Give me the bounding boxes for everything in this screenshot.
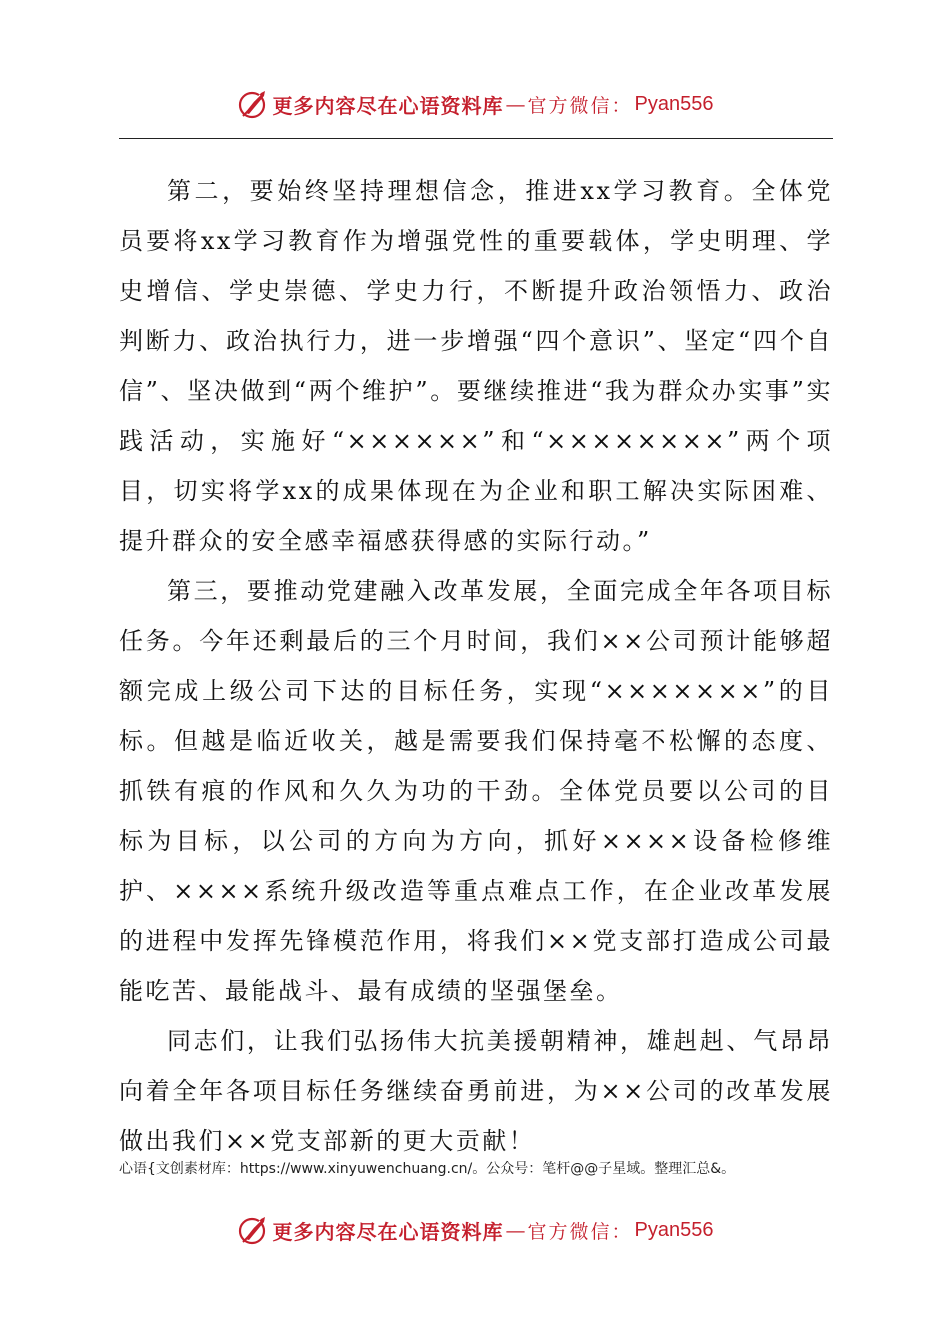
- source-attribution: 心语{文创素材库：https://www.xinyuwenchuang.cn/。公众号：笔杆@@子星域。整理汇总&。: [119, 1161, 736, 1177]
- footer-banner: [0, 1210, 950, 1250]
- document-body: [119, 166, 833, 1166]
- banner-sub-text: 官方微信：: [527, 1220, 633, 1243]
- banner-dash: —: [505, 92, 526, 116]
- banner-main-text: 更多内容尽在心语资料库: [272, 1219, 504, 1244]
- paragraph-third: 第三，要推动党建融入改革发展，全面完成全年各项目标任务。今年还剩最后的三个月时间，我们××公司预计能够超额完成上级公司下达的目标任务，实现“×××××××”的目标。但越是临近收关，越是需要我们保持毫不松懈的态度、抓铁有痕的作风和久久为功的干劲。全体党员要以公司的目标为目标，以公司的方向为方向，抓好××××设备检修维护、××××系统升级改造等重点难点工作，在企业改革发展的进程中发挥先锋模范作用，将我们××党支部打造成公司最能吃苦、最能战斗、最有成绩的坚强堡垒。: [119, 577, 833, 1005]
- header-banner: [0, 84, 950, 124]
- quill-pen-logo-icon: [237, 87, 271, 121]
- paragraph-second: 第二，要始终坚持理想信念，推进xx学习教育。全体党员要将xx学习教育作为增强党性的重要载体，学史明理、学史增信、学史崇德、学史力行，不断提升政治领悟力、政治判断力、政治执行力，进一步增强“四个意识”、坚定“四个自信”、坚决做到“两个维护”。要继续推进“我为群众办实事”实践活动，实施好“××××××”和“××××××××”两个项目，切实将学xx的成果体现在为企业和职工解决实际困难、提升群众的安全感幸福感获得感的实际行动。”: [119, 177, 833, 555]
- header-rule: [119, 138, 833, 139]
- banner-wechat-id: Pyan556: [634, 92, 714, 115]
- paragraph-closing: 同志们，让我们弘扬伟大抗美援朝精神，雄赳赳、气昂昂向着全年各项目标任务继续奋勇前进，为××公司的改革发展做出我们××党支部新的更大贡献！: [119, 1027, 833, 1155]
- banner-main-text: 更多内容尽在心语资料库: [272, 93, 504, 118]
- quill-pen-logo-icon: [237, 1213, 271, 1247]
- banner-sub-text: 官方微信：: [527, 94, 633, 117]
- banner-wechat-id: Pyan556: [634, 1218, 714, 1241]
- banner-dash: —: [505, 1218, 526, 1242]
